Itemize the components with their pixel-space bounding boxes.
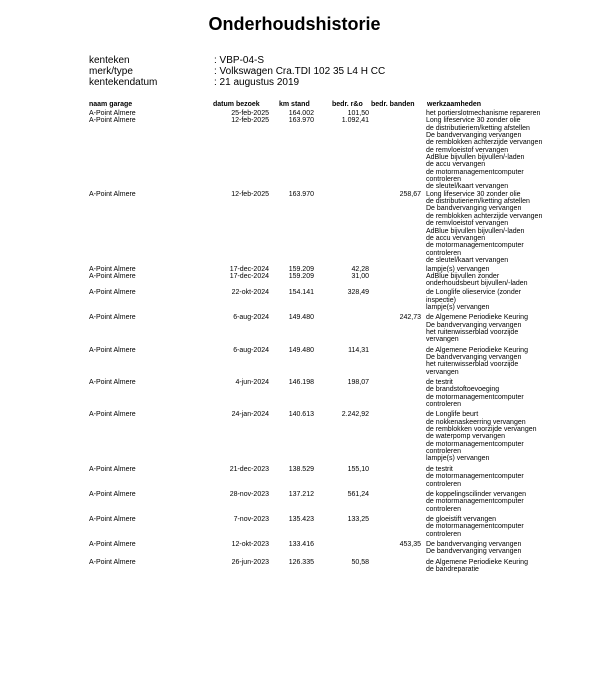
work-line: controleren xyxy=(426,176,462,184)
work-line: de remblokken achterzijde vervangen xyxy=(426,139,543,147)
table-row xyxy=(0,559,589,574)
garage-cell: A-Point Almere xyxy=(89,110,136,117)
date-cell: 24-jan-2024 xyxy=(231,411,269,419)
work-line: de motormanagementcomputer xyxy=(426,440,524,448)
work-line: controleren xyxy=(426,530,462,538)
col-header-date: datum bezoek xyxy=(213,101,260,108)
work-line: de sleutel/kaart vervangen xyxy=(426,183,509,191)
work-cell xyxy=(426,411,566,462)
work-line: AdBlue bijvullen zonder xyxy=(426,273,500,281)
date-cell: 12-feb-2025 xyxy=(231,117,269,125)
bedr-ro-cell: 42,28 xyxy=(351,265,369,273)
km-cell: 159.209 xyxy=(288,273,314,281)
work-line: de motormanagementcomputer xyxy=(426,498,524,506)
bedr-ro-cell: 198,07 xyxy=(347,379,369,387)
bedr-banden-cell: 258,67 xyxy=(399,190,421,198)
date-cell: 6-aug-2024 xyxy=(233,314,269,322)
garage-cell: A-Point Almere xyxy=(89,346,136,354)
work-line: de remblokken voorzijde vervangen xyxy=(426,426,537,434)
work-line: de motormanagementcomputer xyxy=(426,242,524,250)
work-line: de Longlife beurt xyxy=(426,411,479,419)
work-line: de motormanagementcomputer xyxy=(426,168,524,176)
bedr-banden-cell: 242,73 xyxy=(399,314,421,322)
km-cell: 137.212 xyxy=(288,490,314,498)
work-cell xyxy=(426,347,566,376)
col-header-bedr-ro: bedr. r&o xyxy=(332,101,363,108)
work-line: de gloeistift vervangen xyxy=(426,515,497,523)
info-value: : Volkswagen Cra.TDI 102 35 L4 H CC xyxy=(214,66,386,77)
table-header xyxy=(0,100,589,110)
work-line: de accu vervangen xyxy=(426,161,486,169)
work-cell xyxy=(426,273,566,288)
garage-cell: A-Point Almere xyxy=(89,465,136,473)
work-line: de distributieriem/ketting afstellen xyxy=(426,124,530,132)
garage-cell: A-Point Almere xyxy=(89,490,136,498)
table-row xyxy=(0,110,589,117)
date-cell: 22-okt-2024 xyxy=(231,289,269,297)
col-header-work: werkzaamheden xyxy=(427,101,482,108)
work-cell xyxy=(426,559,566,574)
bedr-ro-cell: 31,00 xyxy=(351,273,369,281)
date-cell: 26-jun-2023 xyxy=(231,558,269,566)
work-line: de Algemene Periodieke Keuring xyxy=(426,346,528,354)
work-line: het portierslotmechanisme repareren xyxy=(426,110,541,117)
work-line: de Algemene Periodieke Keuring xyxy=(426,558,528,566)
work-line: AdBlue bijvullen bijvullen/-laden xyxy=(426,227,525,235)
table-row xyxy=(0,289,589,311)
work-cell xyxy=(426,314,566,343)
km-cell: 149.480 xyxy=(288,346,314,354)
km-cell: 133.416 xyxy=(288,540,314,548)
work-line: het ruitenwisserblad voorzijde xyxy=(426,361,519,369)
work-line: controleren xyxy=(426,448,462,456)
date-cell: 21-dec-2023 xyxy=(229,465,269,473)
bedr-banden-cell: 453,35 xyxy=(399,540,421,548)
km-cell: 164.002 xyxy=(288,110,314,117)
km-cell: 154.141 xyxy=(288,289,314,297)
work-line: lampje(s) vervangen xyxy=(426,455,490,463)
work-line: controleren xyxy=(426,401,462,409)
table-row xyxy=(0,541,589,556)
work-line: de Longlife olieservice (zonder xyxy=(426,289,521,297)
work-cell xyxy=(426,110,566,117)
work-line: de remvloeistof vervangen xyxy=(426,220,509,228)
work-line: de testrit xyxy=(426,465,453,473)
km-cell: 135.423 xyxy=(288,515,314,523)
date-cell: 4-jun-2024 xyxy=(235,379,269,387)
bedr-ro-cell: 1.092,41 xyxy=(341,117,369,125)
work-line: de motormanagementcomputer xyxy=(426,393,524,401)
garage-cell: A-Point Almere xyxy=(89,117,136,125)
date-cell: 6-aug-2024 xyxy=(233,346,269,354)
bedr-ro-cell: 133,25 xyxy=(347,515,369,523)
page-title: Onderhoudshistorie xyxy=(208,14,381,34)
work-line: Long lifeservice 30 zonder olie xyxy=(426,117,521,125)
work-cell xyxy=(426,289,566,311)
work-line: De bandvervanging vervangen xyxy=(426,540,522,548)
work-line: de remblokken achterzijde vervangen xyxy=(426,212,543,220)
work-cell xyxy=(426,516,566,538)
work-line: AdBlue bijvullen bijvullen/-laden xyxy=(426,154,525,162)
work-line: De bandvervanging vervangen xyxy=(426,354,522,361)
work-line: Long lifeservice 30 zonder olie xyxy=(426,190,521,198)
table-row xyxy=(0,314,589,343)
garage-cell: A-Point Almere xyxy=(89,273,136,281)
km-cell: 149.480 xyxy=(288,314,314,322)
bedr-ro-cell: 2.242,92 xyxy=(341,411,369,419)
work-line: de nokkenaskeerring vervangen xyxy=(426,418,526,426)
table-row xyxy=(0,117,589,190)
work-line: de waterpomp vervangen xyxy=(426,433,505,441)
work-cell xyxy=(426,491,566,513)
date-cell: 12-feb-2025 xyxy=(231,190,269,198)
work-line: De bandvervanging vervangen xyxy=(426,548,522,556)
km-cell: 140.613 xyxy=(288,411,314,419)
km-cell: 159.209 xyxy=(288,265,314,273)
table-row xyxy=(0,491,589,513)
work-line: de accu vervangen xyxy=(426,234,486,242)
date-cell: 17-dec-2024 xyxy=(229,265,269,273)
work-line: controleren xyxy=(426,480,462,488)
bedr-ro-cell: 50,58 xyxy=(351,558,369,566)
work-line: lampje(s) vervangen xyxy=(426,303,490,311)
work-cell xyxy=(426,191,566,264)
bedr-ro-cell: 328,49 xyxy=(347,289,369,297)
date-cell: 12-okt-2023 xyxy=(231,540,269,548)
info-label: merk/type xyxy=(89,66,133,77)
work-line: de brandstoftoevoeging xyxy=(426,386,500,394)
work-line: vervangen xyxy=(426,336,459,344)
garage-cell: A-Point Almere xyxy=(89,265,136,273)
garage-cell: A-Point Almere xyxy=(89,558,136,566)
km-cell: 163.970 xyxy=(288,190,314,198)
work-cell xyxy=(426,466,566,488)
work-line: vervangen xyxy=(426,368,459,376)
work-line: het ruitenwisserblad voorzijde xyxy=(426,328,519,336)
bedr-ro-cell: 561,24 xyxy=(347,490,369,498)
table-row xyxy=(0,379,589,408)
table-row xyxy=(0,266,589,273)
work-line: De bandvervanging vervangen xyxy=(426,132,522,140)
info-value: : VBP-04-S xyxy=(214,55,265,66)
table-row xyxy=(0,466,589,488)
work-cell xyxy=(426,266,566,273)
work-line: de distributieriem/ketting afstellen xyxy=(426,198,530,206)
date-cell: 17-dec-2024 xyxy=(229,273,269,281)
km-cell: 146.198 xyxy=(288,379,314,387)
work-line: de motormanagementcomputer xyxy=(426,473,524,481)
work-line: controleren xyxy=(426,249,462,257)
table-row xyxy=(0,516,589,538)
work-line: lampje(s) vervangen xyxy=(426,265,490,273)
work-line: de motormanagementcomputer xyxy=(426,523,524,531)
garage-cell: A-Point Almere xyxy=(89,314,136,322)
work-cell xyxy=(426,117,566,190)
bedr-ro-cell: 114,31 xyxy=(348,346,369,354)
table-row xyxy=(0,191,589,264)
garage-cell: A-Point Almere xyxy=(89,190,136,198)
km-cell: 126.335 xyxy=(288,558,314,566)
table-row xyxy=(0,347,589,376)
garage-cell: A-Point Almere xyxy=(89,411,136,419)
work-line: de bandreparatie xyxy=(426,565,479,573)
bedr-ro-cell: 101,50 xyxy=(347,110,369,117)
table-row xyxy=(0,411,589,462)
work-line: de testrit xyxy=(426,379,453,387)
work-cell xyxy=(426,379,566,408)
work-line: De bandvervanging vervangen xyxy=(426,205,522,213)
work-line: de Algemene Periodieke Keuring xyxy=(426,314,528,322)
work-line: de sleutel/kaart vervangen xyxy=(426,256,509,264)
info-label: kenteken xyxy=(89,55,130,66)
work-line: controleren xyxy=(426,505,462,513)
garage-cell: A-Point Almere xyxy=(89,540,136,548)
km-cell: 163.970 xyxy=(288,117,314,125)
work-line: onderhoudsbeurt bijvullen/-laden xyxy=(426,280,528,288)
col-header-bedr-banden: bedr. banden xyxy=(371,101,415,108)
table-row xyxy=(0,273,589,288)
km-cell: 138.529 xyxy=(288,465,314,473)
garage-cell: A-Point Almere xyxy=(89,515,136,523)
col-header-km: km stand xyxy=(279,101,310,108)
work-line: De bandvervanging vervangen xyxy=(426,321,522,329)
work-line: de koppelingscilinder vervangen xyxy=(426,490,527,498)
date-cell: 7-nov-2023 xyxy=(233,515,269,523)
garage-cell: A-Point Almere xyxy=(89,289,136,297)
garage-cell: A-Point Almere xyxy=(89,379,136,387)
maintenance-table xyxy=(0,110,589,573)
info-value: : 21 augustus 2019 xyxy=(214,77,300,88)
work-line: de remvloeistof vervangen xyxy=(426,146,509,154)
work-line: inspectie) xyxy=(426,296,456,304)
work-cell xyxy=(426,541,566,556)
date-cell: 28-nov-2023 xyxy=(229,490,269,498)
date-cell: 25-feb-2025 xyxy=(231,110,269,117)
col-header-garage: naam garage xyxy=(89,101,133,108)
bedr-ro-cell: 155,10 xyxy=(347,465,369,473)
info-label: kentekendatum xyxy=(89,77,158,88)
